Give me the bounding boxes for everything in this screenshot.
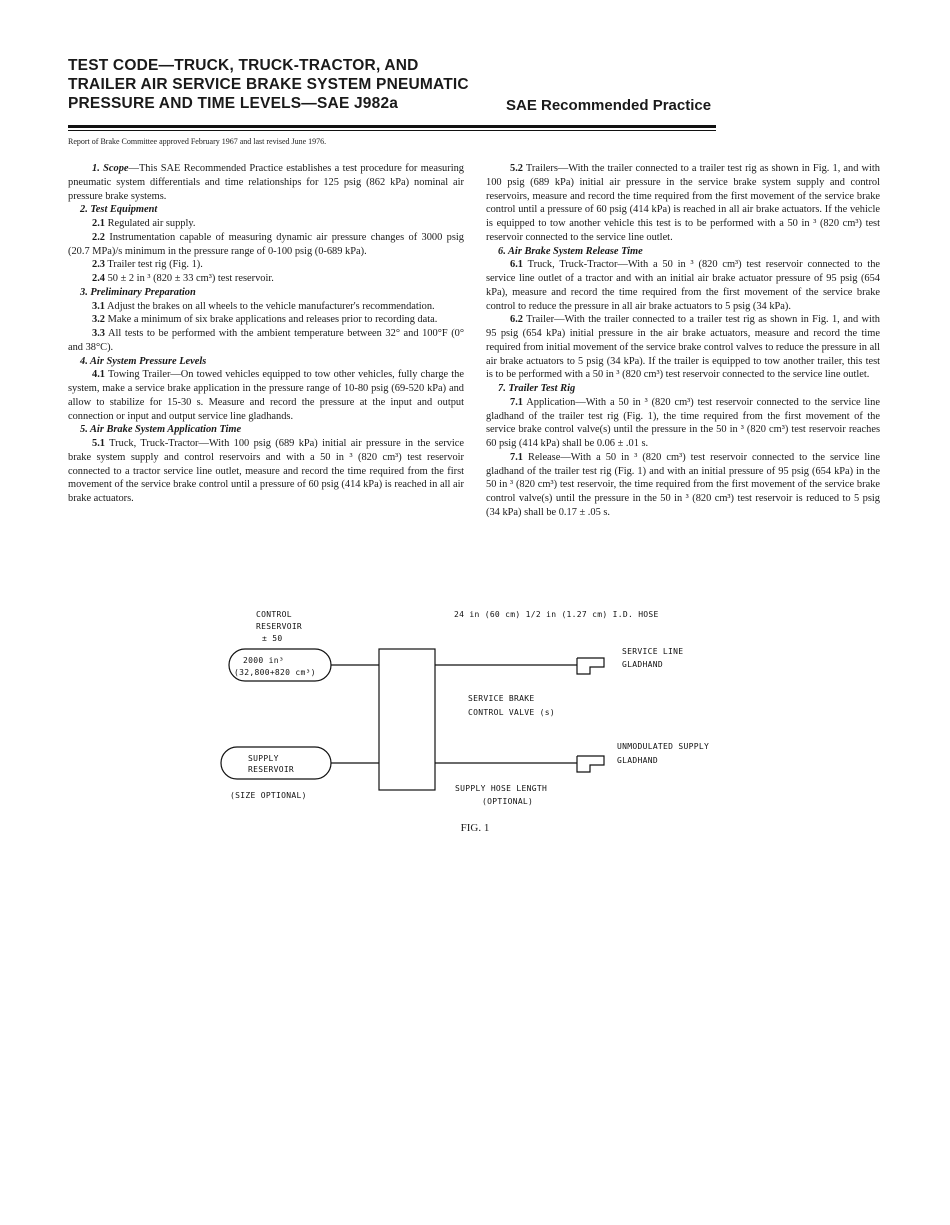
section-6-1: 6.1 Truck, Truck-Tractor—With a 50 in ³ (820 cm³) test reservoir connected to the service line outlet of a tractor and with an initial air brake actuator pressure of 95 psig (654 kPa), measure and record the time required from the first movement of the service brake control to reduce the pressure in all air brake actuators to 5 psig (34 kPa). — [486, 259, 880, 312]
supply-reservoir-label-1: SUPPLY — [248, 754, 279, 763]
valve-label-1: SERVICE BRAKE — [468, 694, 535, 703]
unmodulated-label-1: UNMODULATED SUPPLY — [617, 742, 710, 751]
title-line-2: TRAILER AIR SERVICE BRAKE SYSTEM PNEUMATIC — [68, 76, 469, 93]
supply-reservoir-shape — [221, 747, 331, 779]
hose-label: 24 in (60 cm) 1/2 in (1.27 cm) I.D. HOSE — [454, 610, 659, 619]
control-label-line-1: CONTROL — [256, 610, 292, 619]
left-column — [68, 162, 464, 506]
section-3-3: 3.3 All tests to be performed with the ambient temperature between 32° and 100°F (0° and 38°C). — [68, 328, 464, 353]
section-3-2: 3.2 Make a minimum of six brake applications and releases prior to recording data. — [92, 314, 438, 326]
section-1-scope: 1. Scope—This SAE Recommended Practice establishes a test procedure for measuring pneumatic system differentials and time relationships for 125 psig (862 kPa) nominal air pressure brake systems. — [68, 163, 464, 202]
control-valve-box — [379, 649, 435, 790]
header-rule-thick — [68, 125, 716, 128]
practice-label: SAE Recommended Practice — [506, 97, 712, 114]
section-5-2: 5.2 Trailers—With the trailer connected to a trailer test rig as shown in Fig. 1, and with 100 psig (689 kPa) initial air pressure in the service brake system supply and control reservoirs, measure and record the time required from the first movement of the service brake control until a pressure of 60 psig (414 kPa) is reached in all air brake actuators. If the vehicle is equipped to tow another vehicle this test is to be performed with a 50 in ³ (820 cm³) test reservoir connected to the service line outlet. — [486, 163, 880, 243]
section-2-1: 2.1 Regulated air supply. — [92, 218, 196, 229]
control-reservoir-line-2: (32,800+820 cm³) — [234, 668, 316, 677]
section-2-3: 2.3 Trailer test rig (Fig. 1). — [92, 259, 203, 271]
valve-label-2: CONTROL VALVE (s) — [468, 708, 555, 717]
section-7-1-application: 7.1 Application—With a 50 in ³ (820 cm³) test reservoir connected to the service line gladhand of the trailer test rig (Fig. 1), the time required from the first movement of the service brake control valve(s) until the pressure in the 50 in ³ (820 cm³) test reservoir reaches 60 psig (414 kPa) shall be 0.06 ± .01 s. — [486, 396, 880, 449]
section-2-4: 2.4 50 ± 2 in ³ (820 ± 33 cm³) test reservoir. — [92, 273, 274, 284]
section-7-1-release: 7.1 Release—With a 50 in ³ (820 cm³) test reservoir connected to the service line gladhand of the trailer test rig (Fig. 1) and with an initial pressure of 95 psig (654 kPa) in the 50 in ³ (820 cm³) test reservoir, the time required from the first movement of the service brake control valve(s) until the pressure in the 50 in ³ (820 cm³) test reservoir is reduced to 5 psig (34 kPa) shall be 0.17 ± .05 s. — [486, 451, 880, 518]
section-6-2: 6.2 Trailer—With the trailer connected to a trailer test rig as shown in Fig. 1, and with 95 psig (654 kPa) initial pressure in the air brake actuators, measure and record the time required from initial movement of the service brake control valves to reduce the pressure in all air brake actuators to 5 psig (34 kPa). If the trailer is equipped to tow another trailer, this test is to be performed with a 50 in ³ (820 cm³) test reservoir connected to the service line outlet. — [486, 314, 880, 381]
section-3-1: 3.1 Adjust the brakes on all wheels to the vehicle manufacturer's recommendation. — [92, 300, 435, 312]
title-line-1: TEST CODE—TRUCK, TRUCK-TRACTOR, AND — [68, 57, 419, 74]
service-gladhand-shape — [577, 658, 604, 674]
size-optional-label: (SIZE OPTIONAL) — [230, 791, 307, 800]
unmodulated-label-2: GLADHAND — [617, 756, 658, 765]
supply-hose-label-2: (OPTIONAL) — [482, 797, 534, 806]
figure-caption: FIG. 1 — [460, 822, 490, 834]
section-4-1: 4.1 Towing Trailer—On towed vehicles equipped to tow other vehicles, fully charge the system, make a service brake application in the pressure range of 10-80 psig (69-520 kPa) and allow to stabilize for 15-30 s. Measure and record the pressure at the input and output connection or input and output service line gladhands. — [68, 369, 464, 422]
title-line-3: PRESSURE AND TIME LEVELS—SAE J982a — [68, 95, 399, 112]
control-tolerance: ± 50 — [262, 634, 283, 643]
trailer-test-rig-diagram — [0, 600, 950, 830]
supply-hose-label-1: SUPPLY HOSE LENGTH — [455, 784, 548, 793]
section-2-2: 2.2 Instrumentation capable of measuring dynamic air pressure changes of 3000 psig (20.7 MPa)/s minimum in the pressure range of 0-100 psig (0-689 kPa). — [68, 231, 464, 257]
section-7-heading: 7. Trailer Test Rig — [498, 383, 576, 394]
section-5-heading: 5. Air Brake System Application Time — [80, 424, 242, 436]
section-6-heading: 6. Air Brake System Release Time — [498, 245, 643, 257]
control-label-line-2: RESERVOIR — [256, 622, 303, 631]
report-line: Report of Brake Committee approved February 1967 and last revised June 1976. — [68, 137, 327, 146]
service-line-label-2: GLADHAND — [622, 660, 663, 669]
right-column — [486, 162, 880, 520]
supply-reservoir-label-2: RESERVOIR — [248, 765, 295, 774]
header-rule-thin — [68, 130, 716, 131]
section-5-1: 5.1 Truck, Truck-Tractor—With 100 psig (689 kPa) initial air pressure in the service brake system supply and control reservoirs and with a 50 in ³ (820 cm³) test reservoir connected to a tractor service line outlet, measure and record the time required from the first movement of the service brake control until a pressure of 60 psig (414 kPa) is reached in all air brake actuators. — [68, 438, 464, 504]
section-4-heading: 4. Air System Pressure Levels — [80, 355, 207, 367]
section-2-heading: 2. Test Equipment — [80, 204, 158, 216]
unmodulated-gladhand-shape — [577, 756, 604, 772]
section-3-heading: 3. Preliminary Preparation — [80, 286, 196, 298]
service-line-label-1: SERVICE LINE — [622, 647, 684, 656]
control-reservoir-line-1: 2000 in³ — [243, 656, 284, 665]
document-title — [68, 56, 498, 113]
